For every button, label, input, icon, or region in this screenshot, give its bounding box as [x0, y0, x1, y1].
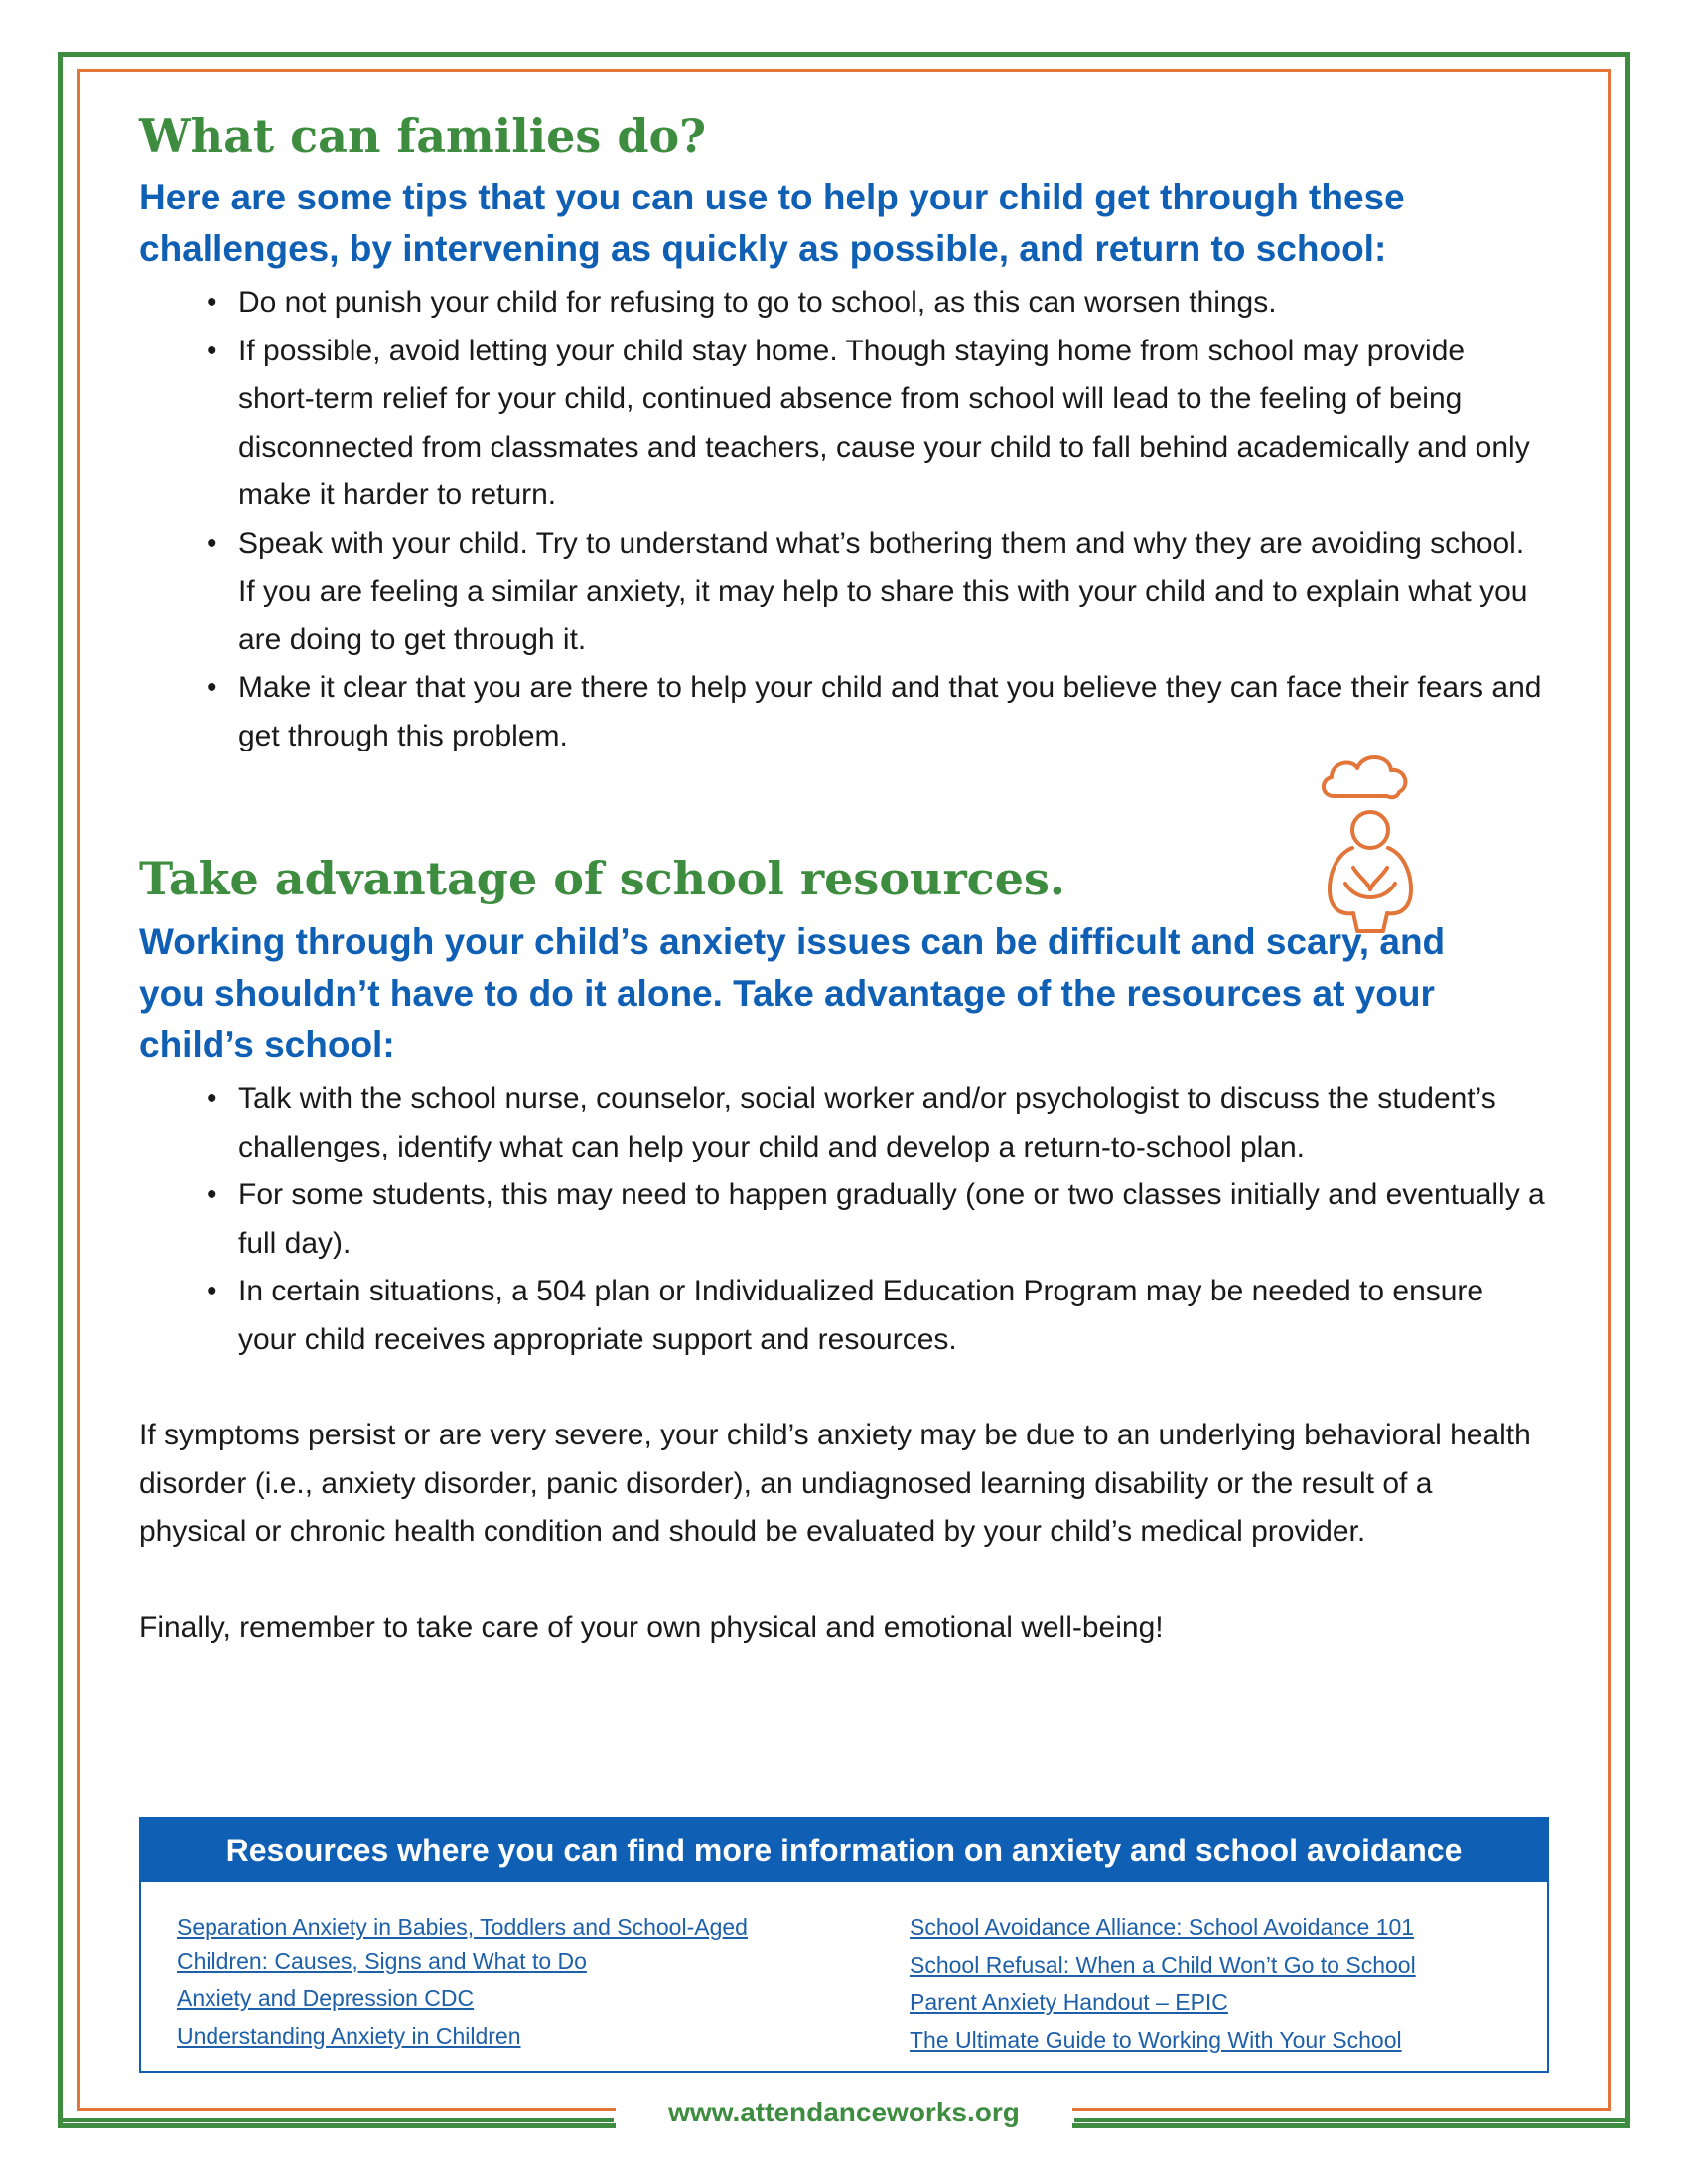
resource-link-cdc[interactable]: Anxiety and Depression CDC: [177, 1985, 475, 2011]
school-resources-list: [139, 1075, 1549, 1364]
resources-header: Resources where you can find more information on anxiety and school avoidance: [141, 1819, 1547, 1882]
list-item: • If possible, avoid letting your child stay home. Though staying home from school may provide short-term relief for your child, continued absence from school will lead to the feeling of being disconnected from classmates and teachers, cause your child to fall behind academically and only make it harder to return.: [238, 328, 1549, 520]
list-item: • In certain situations, a 504 plan or Individualized Education Program may be needed to ensure your child receives appropriate support and resources.: [238, 1268, 1549, 1364]
self-care-paragraph: Finally, remember to take care of your own physical and emotional well-being!: [139, 1610, 1164, 1644]
resource-link-school-avoidance-101[interactable]: School Avoidance Alliance: School Avoidance 101: [910, 1914, 1415, 1940]
resources-box: [139, 1817, 1549, 2073]
resource-link-understanding-anxiety[interactable]: Understanding Anxiety in Children: [177, 2023, 521, 2049]
list-item: • Speak with your child. Try to understand what’s bothering them and why they are avoiding school. If you are feeling a similar anxiety, it may help to share this with your child and to explain what you are doing to get through it.: [238, 520, 1549, 665]
families-lead: Here are some tips that you can use to help your child get through these challenges, by intervening as quickly as possible, and return to school:: [139, 177, 1405, 270]
list-item: • Do not punish your child for refusing to go to school, as this can worsen things.: [238, 279, 1549, 328]
resource-link-ultimate-guide[interactable]: The Ultimate Guide to Working With Your School: [910, 2027, 1402, 2053]
families-tips-list: [139, 279, 1549, 760]
families-section: [139, 109, 1549, 760]
resource-link-school-refusal[interactable]: School Refusal: When a Child Won’t Go to School: [910, 1952, 1416, 1978]
symptoms-paragraph: If symptoms persist or are very severe, your child’s anxiety may be due to an underlying behavioral health disorder (i.e., anxiety disorder, panic disorder), an undiagnosed learning disability or the result of a physical or chronic health condition and should be evaluated by your child’s medical provider.: [139, 1419, 1531, 1549]
list-item: • Talk with the school nurse, counselor, social worker and/or psychologist to discuss the student’s challenges, identify what can help your child and develop a return-to-school plan.: [238, 1075, 1549, 1171]
families-title: What can families do?: [139, 109, 707, 163]
anxious-child-under-cloud-icon: [1296, 745, 1445, 943]
resources-left-column: [177, 1910, 812, 2057]
resource-link-separation-anxiety[interactable]: Separation Anxiety in Babies, Toddlers and School-Aged Children: Causes, Signs and What to Do: [177, 1914, 748, 1974]
resource-link-parent-anxiety-handout[interactable]: Parent Anxiety Handout – EPIC: [910, 1989, 1228, 2015]
footer-website-link[interactable]: www.attendanceworks.org: [616, 2097, 1072, 2128]
school-resources-lead: Working through your child’s anxiety issues can be difficult and scary, and you shouldn’t have to do it alone. Take advantage of the resources at your child’s school:: [139, 921, 1446, 1066]
resources-right-column: [910, 1910, 1545, 2061]
list-item: • For some students, this may need to happen gradually (one or two classes initially and eventually a full day).: [238, 1171, 1549, 1268]
school-resources-title: Take advantage of school resources.: [139, 852, 1065, 906]
footer-line-left: [58, 2118, 614, 2122]
list-item: • Make it clear that you are there to help your child and that you believe they can face their fears and get through this problem.: [238, 664, 1549, 760]
footer-line-right: [1074, 2118, 1630, 2122]
